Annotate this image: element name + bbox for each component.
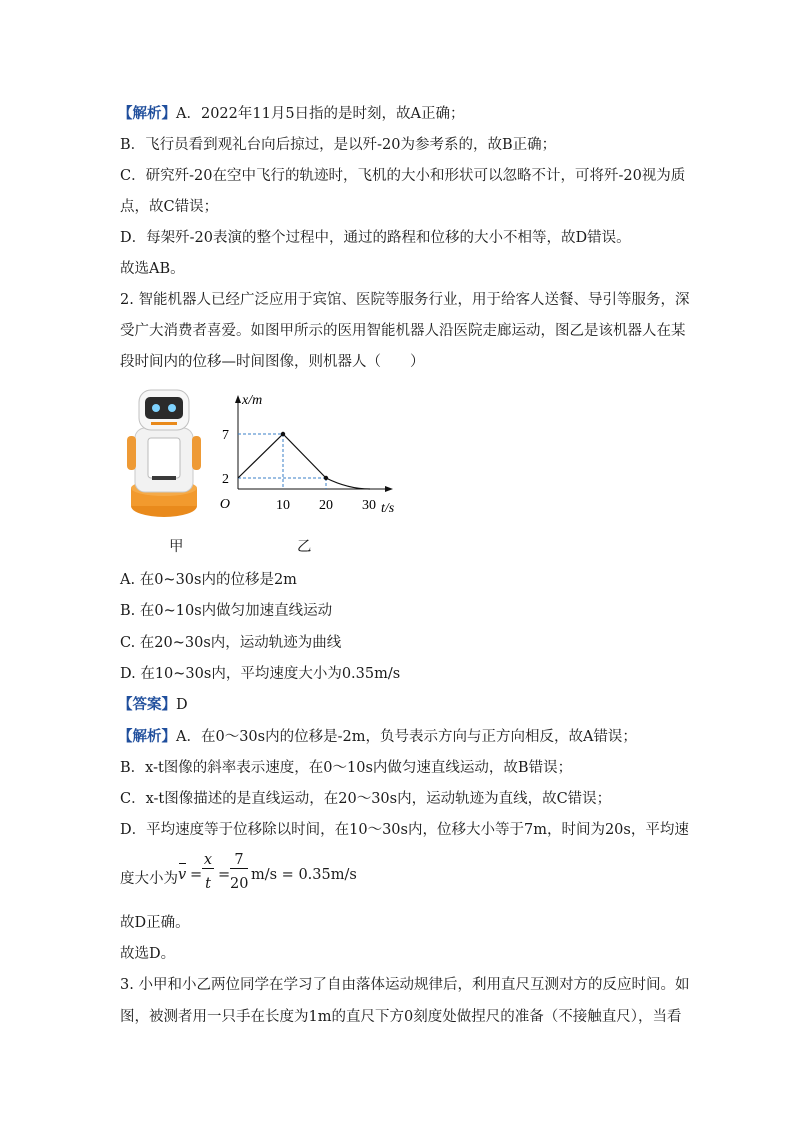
formula-frac-num: 7 [230, 852, 248, 869]
xt-graph [218, 392, 408, 520]
analysis2-line-d: D．平均速度等于位移除以时间，在10～30s内，位移大小等于7m，时间为20s，平均速 [120, 822, 689, 838]
option-d: D. 在10~30s内，平均速度大小为0.35m/s [120, 666, 401, 682]
formula-frac-t: t [205, 876, 211, 892]
formula-unit: m/s = 0.35m/s [251, 867, 357, 883]
y-tick-2: 2 [222, 472, 229, 487]
formula-v: v [178, 867, 186, 883]
answer2-line [118, 695, 188, 715]
analysis2-choose: 故选D。 [120, 946, 176, 962]
analysis1-line-c: C．研究歼-20在空中飞行的轨迹时，飞机的大小和形状可以忽略不计，可将歼-20视为质 [120, 168, 686, 184]
analysis1-line-d: D．每架歼-20表演的整个过程中，通过的路程和位移的大小不相等，故D错误。 [120, 230, 631, 246]
question2-line-3: 段时间内的位移—时间图像，则机器人（ ） [120, 354, 425, 370]
question2-line-1: 2. 智能机器人已经广泛应用于宾馆、医院等服务行业，用于给客人送餐、导引等服务，深 [120, 292, 690, 308]
question2-line-2: 受广大消费者喜爱。如图甲所示的医用智能机器人沿医院走廊运动，图乙是该机器人在某 [120, 323, 686, 339]
analysis2-line-b: B．x-t图像的斜率表示速度，在0～10s内做匀速直线运动，故B错误； [120, 760, 573, 776]
figure-label-yi: 乙 [297, 539, 312, 555]
answer-value: D [176, 697, 188, 713]
analysis2-text-a: A．在0～30s内的位移是-2m，负号表示方向与正方向相反，故A错误； [176, 729, 637, 745]
analysis-tag: 【解析】 [118, 105, 176, 122]
x-tick-20: 20 [319, 498, 333, 513]
formula-prefix: 度大小为 [120, 871, 178, 887]
analysis2-line-c: C．x-t图像描述的是直线运动，在20～30s内，运动轨迹为直线，故C错误； [120, 791, 612, 807]
origin-label: O [219, 497, 230, 512]
option-c: C. 在20~30s内，运动轨迹为曲线 [120, 635, 342, 651]
option-a: A. 在0~30s内的位移是2m [120, 572, 297, 588]
x-tick-30: 30 [362, 498, 376, 513]
x-axis-label: t/s [381, 501, 395, 516]
analysis-tag: 【解析】 [118, 728, 176, 745]
analysis1-line-b: B．飞行员看到观礼台向后掠过，是以歼-20为参考系的，故B正确； [120, 137, 557, 153]
x-tick-10: 10 [276, 498, 290, 513]
option-b: B. 在0~10s内做匀加速直线运动 [120, 603, 333, 619]
analysis1-line-c2: 点，故C错误； [120, 199, 219, 215]
question3-line-2: 图，被测者用一只手在长度为1m的直尺下方0刻度处做捏尺的准备（不接触直尺），当看 [120, 1009, 682, 1025]
formula-frac-x: x [203, 852, 213, 868]
analysis2-line-a [118, 727, 637, 747]
figure-label-jia: 甲 [169, 539, 184, 555]
average-velocity-formula [120, 852, 440, 898]
analysis2-conclusion: 故D正确。 [120, 915, 190, 931]
analysis1-line-a [118, 104, 465, 124]
formula-eq2: = [218, 867, 231, 883]
answer-tag: 【答案】 [118, 696, 176, 713]
analysis1-choose: 故选AB。 [120, 261, 185, 277]
y-axis-label: x/m [242, 393, 263, 408]
y-tick-7: 7 [222, 428, 229, 443]
question3-line-1: 3. 小甲和小乙两位同学在学习了自由落体运动规律后，利用直尺互测对方的反应时间。如 [120, 977, 690, 993]
formula-eq1: = [190, 867, 203, 883]
analysis1-text-a: A．2022年11月5日指的是时刻，故A正确； [176, 106, 465, 122]
v-bar-icon [179, 863, 186, 864]
formula-frac-den: 20 [230, 876, 249, 892]
robot-illustration [124, 384, 204, 520]
